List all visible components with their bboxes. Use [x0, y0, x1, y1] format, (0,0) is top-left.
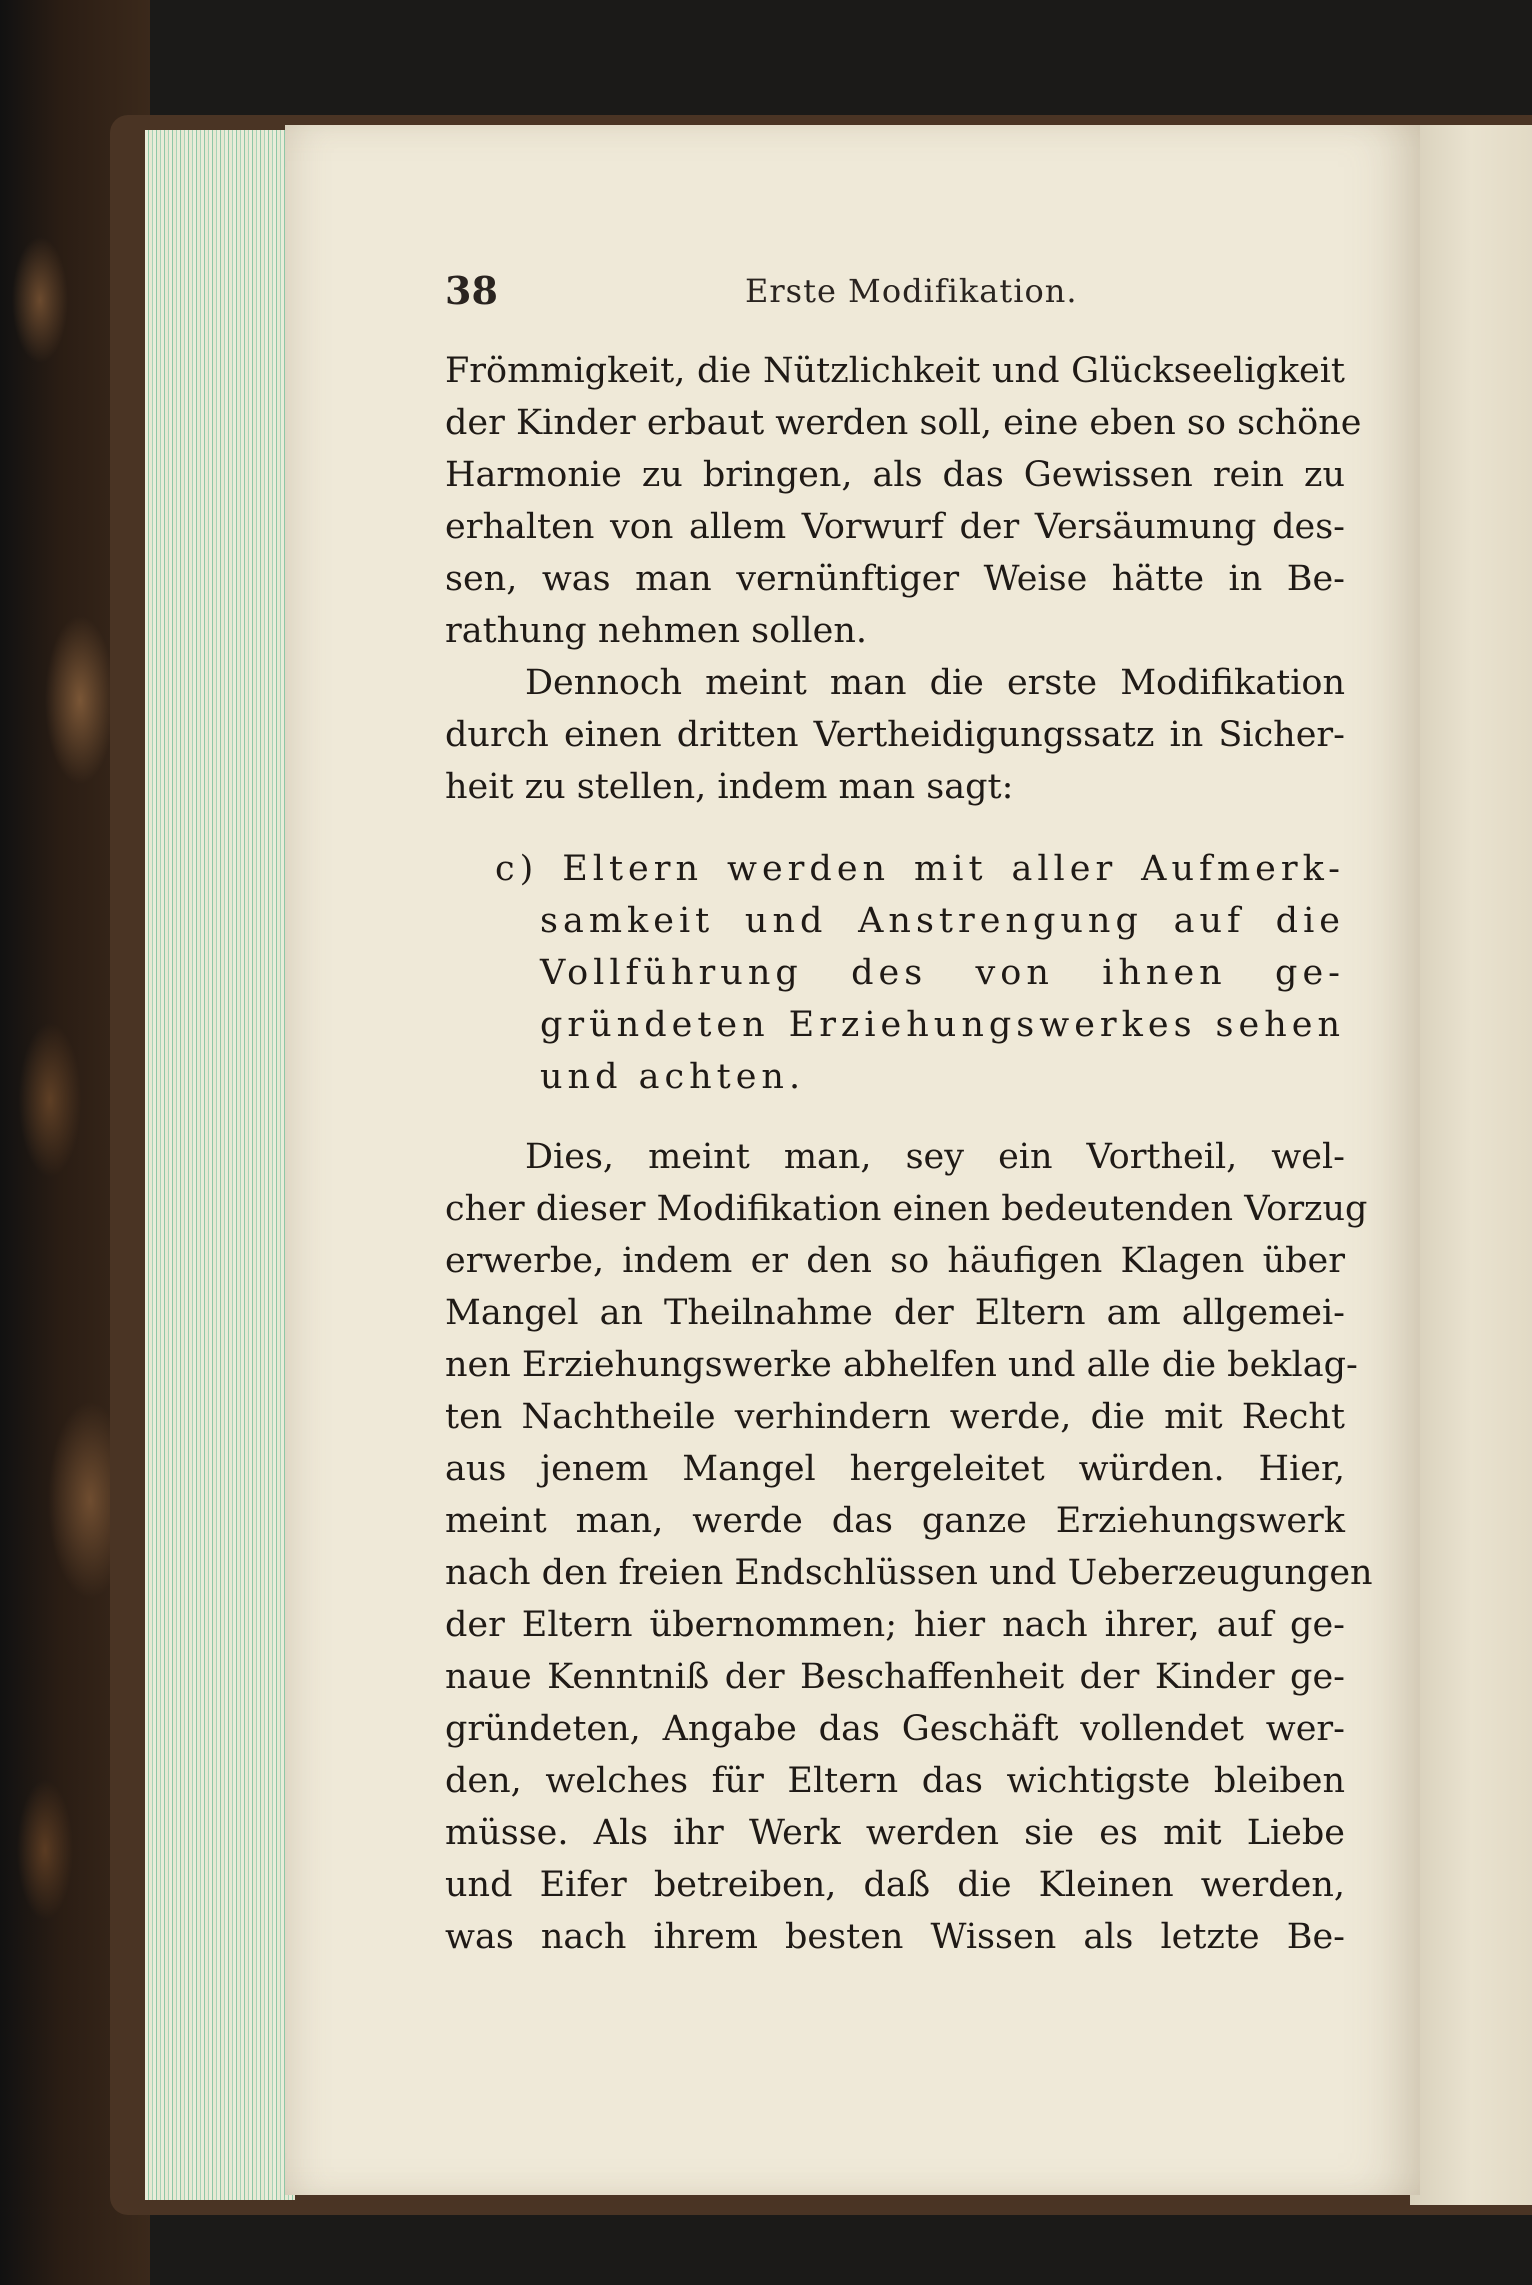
list-item-c: c) Eltern werden mit aller Aufmerk- — [495, 849, 1345, 889]
text-line: Dennoch meint man die erste Modifikation — [525, 663, 1345, 703]
text-line: Vollführung des von ihnen ge- — [540, 953, 1345, 993]
text-line: nach den freien Endschlüssen und Ueberzeugungen — [445, 1553, 1373, 1593]
text-line: Mangel an Theilnahme der Eltern am allgemei- — [445, 1293, 1345, 1333]
text-line: sen, was man vernünftiger Weise hätte in Be- — [445, 559, 1345, 599]
text-line: durch einen dritten Vertheidigungssatz in Sicher- — [445, 715, 1345, 755]
text-line: was nach ihrem besten Wissen als letzte Be- — [445, 1917, 1345, 1957]
text-line: erhalten von allem Vorwurf der Versäumung des- — [445, 507, 1345, 547]
page-edges — [145, 130, 295, 2200]
text-line: Dies, meint man, sey ein Vortheil, wel- — [525, 1137, 1345, 1177]
text-line: rathung nehmen sollen. — [445, 611, 867, 651]
text-line: aus jenem Mangel hergeleitet würden. Hier, — [445, 1449, 1345, 1489]
text-line: samkeit und Anstrengung auf die — [540, 901, 1345, 941]
body-text — [445, 345, 1373, 1963]
text-line: Harmonie zu bringen, als das Gewissen rein zu — [445, 455, 1345, 495]
text-line: der Kinder erbaut werden soll, eine eben so schöne — [445, 403, 1362, 443]
text-line: der Eltern übernommen; hier nach ihrer, auf ge- — [445, 1605, 1345, 1645]
text-line: naue Kenntniß der Beschaffenheit der Kinder ge- — [445, 1657, 1345, 1697]
facing-page-edge — [1410, 125, 1532, 2205]
text-line: den, welches für Eltern das wichtigste bleiben — [445, 1761, 1345, 1801]
text-line: und achten. — [540, 1057, 806, 1097]
text-line: cher dieser Modifikation einen bedeutenden Vorzug — [445, 1189, 1368, 1229]
text-line: und Eifer betreiben, daß die Kleinen werden, — [445, 1865, 1345, 1905]
text-line: gründeten, Angabe das Geschäft vollendet wer- — [445, 1709, 1345, 1749]
text-line: meint man, werde das ganze Erziehungswerk — [445, 1501, 1345, 1541]
running-head: Erste Modifikation. — [745, 272, 1078, 310]
text-line: ten Nachtheile verhindern werde, die mit Recht — [445, 1397, 1345, 1437]
text-line: gründeten Erziehungswerkes sehen — [540, 1005, 1345, 1045]
text-line: heit zu stellen, indem man sagt: — [445, 767, 1014, 807]
page-number: 38 — [445, 268, 498, 313]
page-header — [445, 268, 1345, 318]
text-line: müsse. Als ihr Werk werden sie es mit Liebe — [445, 1813, 1345, 1853]
text-line: Frömmigkeit, die Nützlichkeit und Glückseeligkeit — [445, 351, 1345, 391]
text-line: erwerbe, indem er den so häufigen Klagen über — [445, 1241, 1345, 1281]
text-line: nen Erziehungswerke abhelfen und alle die beklag- — [445, 1345, 1358, 1385]
